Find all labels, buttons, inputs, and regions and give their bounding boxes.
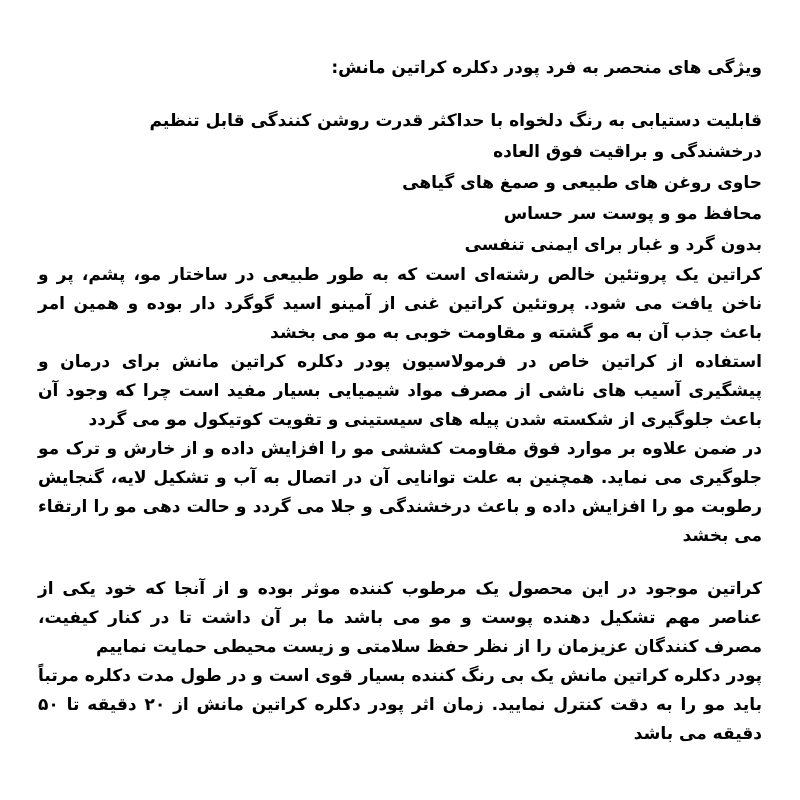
paragraph-benefits: در ضمن علاوه بر موارد فوق مقاومت کششی مو را افزایش داده و از خارش و ترک مو جلوگیری می نماید. همچنین به علت توانایی آن در اتصال به آب و تشکیل لایه، گنجایش رطوبت مو را افزایش داده و باعث درخشندگی و جلا می گردد و حالت دهی مو را ارتقاء می بخشد — [38, 439, 762, 546]
paragraph-moisturizer: کراتین موجود در این محصول یک مرطوب کننده موثر بوده و از آنجا که خود یکی از عناصر مهم تشکیل دهنده پوست و مو می باشد ما بر آن داشت تا در کنار کیفیت، مصرف کنندگان عزیزمان را از نظر حفظ سلامتی و زیست محیطی حمایت نماییم — [38, 579, 762, 657]
document-body — [38, 52, 762, 749]
feature-item: قابلیت دستیابی به رنگ دلخواه با حداکثر قدرت روشن کنندگی قابل تنظیم — [149, 111, 762, 131]
paragraph-keratin-intro: کراتین یک پروتئین خالص رشته‌ای است که به طور طبیعی در ساختار مو، پشم، پر و ناخن یافت می شود. پروتئین کراتین غنی از آمینو اسید گوگرد دار بوده و همین امر باعث جذب آن به مو گشته و مقاومت خوبی به مو می بخشد — [38, 265, 762, 343]
feature-item: محافظ مو و پوست سر حساس — [503, 204, 762, 224]
feature-item: بدون گرد و غبار برای ایمنی تنفسی — [464, 235, 762, 255]
feature-list — [38, 106, 762, 261]
feature-item: حاوی روغن های طبیعی و صمغ های گیاهی — [402, 173, 762, 193]
document-title: ویژگی های منحصر به فرد پودر دکلره کراتین مانش: — [331, 58, 762, 78]
paragraph-keratin-usage: استفاده از کراتین خاص در فرمولاسیون پودر دکلره کراتین مانش برای درمان و پیشگیری آسیب های ناشی از مصرف مواد شیمیایی بسیار مفید است چرا که وجود آن باعث جلوگیری از شکسته شدن پیله های سیستینی و تقویت کوتیکول مو می گردد — [38, 352, 762, 430]
feature-item: درخشندگی و براقیت فوق العاده — [493, 142, 762, 162]
paragraph-usage-time: پودر دکلره کراتین مانش یک بی رنگ کننده بسیار قوی است و در طول مدت دکلره مرتباً باید مو را به دقت کنترل نمایید. زمان اثر پودر دکلره کراتین مانش از ۲۰ دقیقه تا ۵۰ دقیقه می باشد — [38, 666, 762, 744]
paragraph-spacer — [38, 551, 762, 575]
